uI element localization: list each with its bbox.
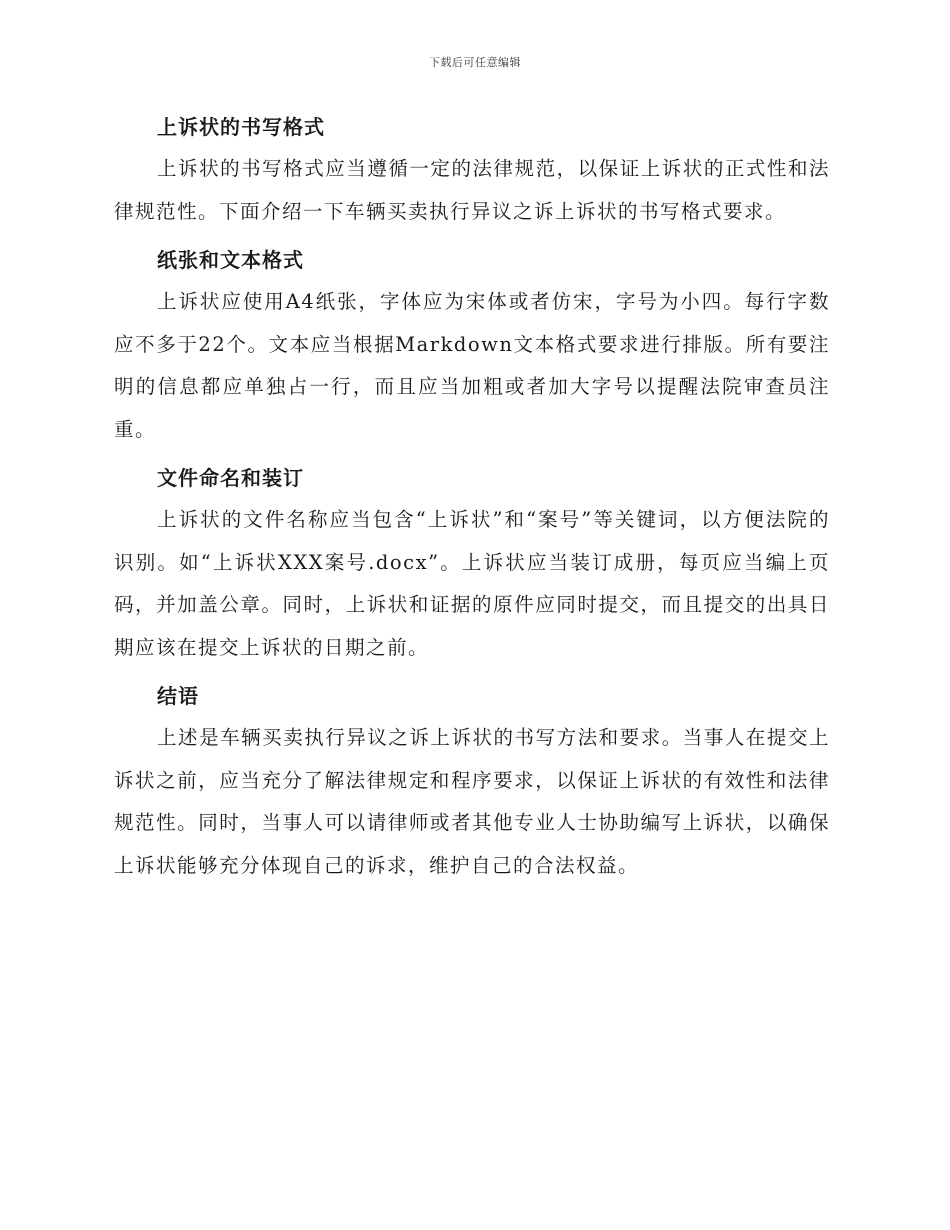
section-paragraph: 上诉状应使用A4纸张，字体应为宋体或者仿宋，字号为小四。每行字数应不多于22个。文本应当根据Markdown文本格式要求进行排版。所有要注明的信息都应单独占一行，而且应当加粗或者加大字号以提醒法院审查员注重。 [114, 290, 830, 441]
document-body [114, 106, 830, 893]
section-conclusion [114, 675, 830, 887]
section-paper-text-format [114, 239, 830, 451]
section-writing-format [114, 106, 830, 233]
section-title: 纸张和文本格式 [157, 248, 304, 272]
section-paragraph: 上诉状的文件名称应当包含“上诉状”和“案号”等关键词，以方便法院的识别。如“上诉状XXX案号.docx”。上诉状应当装订成册，每页应当编上页码，并加盖公章。同时，上诉状和证据的原件应同时提交，而且提交的出具日期应该在提交上诉状的日期之前。 [114, 508, 830, 659]
section-title: 文件命名和装订 [157, 466, 304, 490]
section-paragraph: 上述是车辆买卖执行异议之诉上诉状的书写方法和要求。当事人在提交上诉状之前，应当充分了解法律规定和程序要求，以保证上诉状的有效性和法律规范性。同时，当事人可以请律师或者其他专业人士协助编写上诉状，以确保上诉状能够充分体现自己的诉求，维护自己的合法权益。 [114, 726, 830, 877]
section-title: 结语 [157, 684, 199, 708]
section-title: 上诉状的书写格式 [157, 115, 325, 139]
page-header: 下载后可任意编辑 [429, 56, 521, 69]
section-paragraph: 上诉状的书写格式应当遵循一定的法律规范，以保证上诉状的正式性和法律规范性。下面介绍一下车辆买卖执行异议之诉上诉状的书写格式要求。 [114, 157, 830, 223]
section-file-naming-binding [114, 457, 830, 669]
